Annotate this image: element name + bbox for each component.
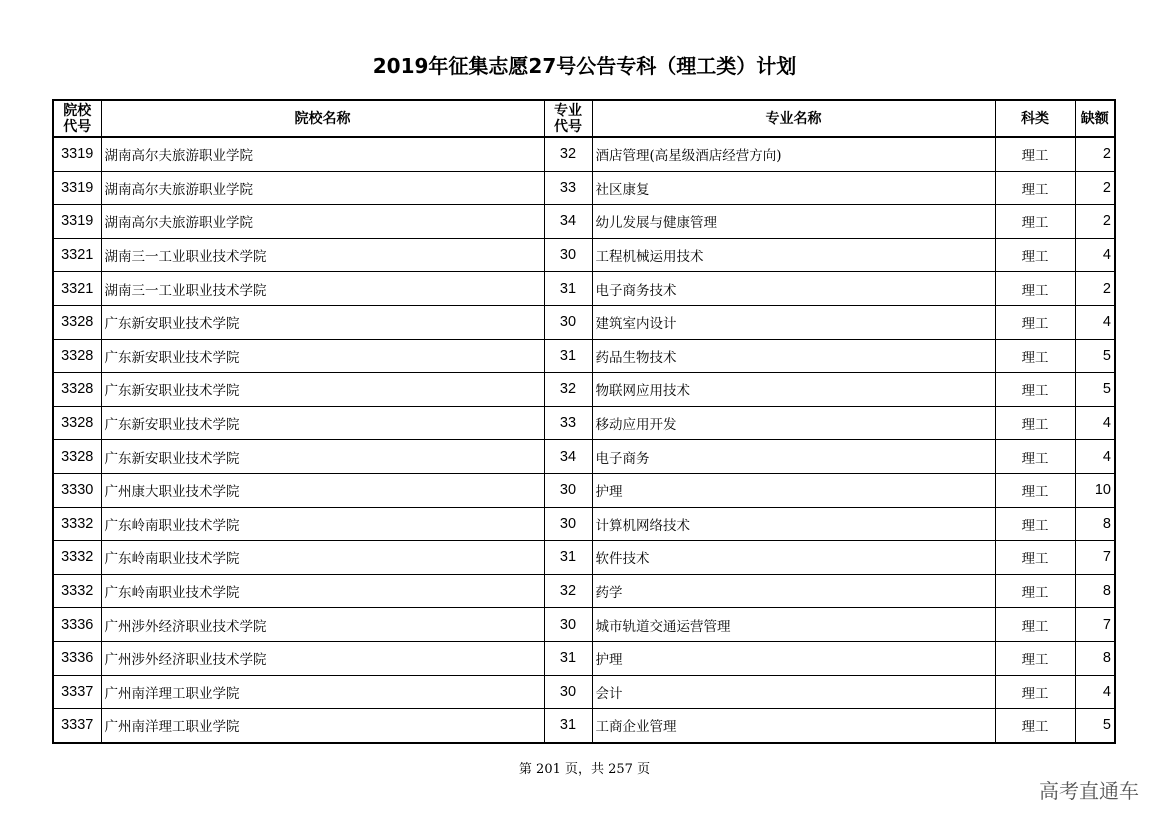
table-row [53, 305, 1115, 339]
cell-quota: 5 [1075, 709, 1115, 743]
cell-major-code: 34 [544, 440, 592, 474]
cell-school-code: 3332 [53, 541, 101, 575]
table-row [53, 339, 1115, 373]
cell-major-name: 电子商务技术 [592, 272, 995, 306]
cell-major-name: 药学 [592, 574, 995, 608]
cell-quota: 8 [1075, 574, 1115, 608]
table-row [53, 709, 1115, 743]
cell-major-name: 软件技术 [592, 541, 995, 575]
cell-major-code: 32 [544, 137, 592, 171]
cell-major-name: 移动应用开发 [592, 406, 995, 440]
cell-school-code: 3332 [53, 507, 101, 541]
cell-major-code: 33 [544, 171, 592, 205]
cell-school-name: 湖南三一工业职业技术学院 [101, 272, 544, 306]
cell-major-name: 电子商务 [592, 440, 995, 474]
cell-school-code: 3330 [53, 473, 101, 507]
cell-school-name: 湖南高尔夫旅游职业学院 [101, 171, 544, 205]
table-row [53, 373, 1115, 407]
cell-category: 理工 [995, 205, 1075, 239]
cell-category: 理工 [995, 440, 1075, 474]
cell-school-code: 3319 [53, 205, 101, 239]
cell-category: 理工 [995, 137, 1075, 171]
cell-school-name: 广州涉外经济职业技术学院 [101, 641, 544, 675]
cell-major-code: 31 [544, 272, 592, 306]
cell-major-name: 酒店管理(高星级酒店经营方向) [592, 137, 995, 171]
cell-quota: 2 [1075, 272, 1115, 306]
cell-school-code: 3336 [53, 608, 101, 642]
cell-major-name: 会计 [592, 675, 995, 709]
cell-quota: 2 [1075, 205, 1115, 239]
page-title: 2019年征集志愿27号公告专科（理工类）计划 [372, 54, 797, 78]
cell-major-code: 30 [544, 608, 592, 642]
cell-school-name: 广东新安职业技术学院 [101, 440, 544, 474]
cell-school-name: 广州涉外经济职业技术学院 [101, 608, 544, 642]
cell-category: 理工 [995, 373, 1075, 407]
cell-major-name: 药品生物技术 [592, 339, 995, 373]
cell-major-name: 计算机网络技术 [592, 507, 995, 541]
plan-table [52, 99, 1116, 744]
cell-major-code: 31 [544, 541, 592, 575]
cell-major-code: 33 [544, 406, 592, 440]
cell-category: 理工 [995, 406, 1075, 440]
cell-quota: 4 [1075, 675, 1115, 709]
cell-quota: 7 [1075, 608, 1115, 642]
cell-school-name: 广东新安职业技术学院 [101, 339, 544, 373]
cell-school-name: 广州康大职业技术学院 [101, 473, 544, 507]
cell-major-code: 30 [544, 238, 592, 272]
cell-school-code: 3319 [53, 171, 101, 205]
cell-major-name: 工程机械运用技术 [592, 238, 995, 272]
header-major-code: 专业 代号 [544, 100, 592, 137]
cell-major-name: 物联网应用技术 [592, 373, 995, 407]
cell-school-code: 3328 [53, 440, 101, 474]
cell-school-code: 3328 [53, 373, 101, 407]
cell-school-name: 广东岭南职业技术学院 [101, 574, 544, 608]
cell-school-code: 3328 [53, 406, 101, 440]
table-row [53, 272, 1115, 306]
cell-school-code: 3319 [53, 137, 101, 171]
cell-major-code: 32 [544, 373, 592, 407]
table-row [53, 238, 1115, 272]
cell-major-code: 30 [544, 675, 592, 709]
cell-major-code: 30 [544, 473, 592, 507]
cell-category: 理工 [995, 339, 1075, 373]
cell-school-code: 3321 [53, 238, 101, 272]
table-row [53, 406, 1115, 440]
table-row [53, 171, 1115, 205]
cell-category: 理工 [995, 171, 1075, 205]
cell-quota: 5 [1075, 339, 1115, 373]
cell-school-name: 广州南洋理工职业学院 [101, 675, 544, 709]
cell-major-name: 建筑室内设计 [592, 305, 995, 339]
cell-quota: 4 [1075, 238, 1115, 272]
cell-school-code: 3332 [53, 574, 101, 608]
cell-quota: 10 [1075, 473, 1115, 507]
cell-category: 理工 [995, 305, 1075, 339]
cell-quota: 4 [1075, 440, 1115, 474]
cell-category: 理工 [995, 272, 1075, 306]
cell-major-code: 31 [544, 709, 592, 743]
cell-quota: 8 [1075, 507, 1115, 541]
table-row [53, 641, 1115, 675]
cell-quota: 2 [1075, 171, 1115, 205]
watermark-logo-text: 高考直通车 [1039, 779, 1139, 803]
cell-category: 理工 [995, 574, 1075, 608]
header-school-name: 院校名称 [101, 100, 544, 137]
table-row [53, 507, 1115, 541]
cell-major-code: 34 [544, 205, 592, 239]
cell-school-name: 广州南洋理工职业学院 [101, 709, 544, 743]
cell-school-name: 湖南高尔夫旅游职业学院 [101, 205, 544, 239]
cell-school-name: 湖南三一工业职业技术学院 [101, 238, 544, 272]
cell-school-name: 广东新安职业技术学院 [101, 305, 544, 339]
table-row [53, 440, 1115, 474]
cell-school-code: 3336 [53, 641, 101, 675]
cell-quota: 8 [1075, 641, 1115, 675]
cell-quota: 4 [1075, 305, 1115, 339]
header-school-code: 院校 代号 [53, 100, 101, 137]
cell-school-code: 3328 [53, 339, 101, 373]
table-header-row [53, 100, 1115, 137]
cell-school-name: 广东新安职业技术学院 [101, 406, 544, 440]
cell-major-code: 30 [544, 507, 592, 541]
header-category: 科类 [995, 100, 1075, 137]
cell-major-name: 护理 [592, 473, 995, 507]
cell-school-code: 3337 [53, 709, 101, 743]
header-quota: 缺额 [1075, 100, 1115, 137]
table-row [53, 675, 1115, 709]
cell-major-name: 工商企业管理 [592, 709, 995, 743]
cell-category: 理工 [995, 608, 1075, 642]
cell-major-name: 幼儿发展与健康管理 [592, 205, 995, 239]
cell-category: 理工 [995, 709, 1075, 743]
cell-school-name: 广东岭南职业技术学院 [101, 507, 544, 541]
cell-category: 理工 [995, 675, 1075, 709]
cell-school-name: 湖南高尔夫旅游职业学院 [101, 137, 544, 171]
cell-major-name: 护理 [592, 641, 995, 675]
table-row [53, 574, 1115, 608]
table-row [53, 205, 1115, 239]
cell-quota: 5 [1075, 373, 1115, 407]
cell-school-name: 广东新安职业技术学院 [101, 373, 544, 407]
cell-school-code: 3321 [53, 272, 101, 306]
cell-major-name: 城市轨道交通运营管理 [592, 608, 995, 642]
cell-category: 理工 [995, 473, 1075, 507]
cell-category: 理工 [995, 507, 1075, 541]
cell-quota: 2 [1075, 137, 1115, 171]
cell-major-code: 32 [544, 574, 592, 608]
cell-category: 理工 [995, 541, 1075, 575]
table-body [53, 137, 1115, 743]
header-major-name: 专业名称 [592, 100, 995, 137]
cell-category: 理工 [995, 238, 1075, 272]
table-row [53, 541, 1115, 575]
page-number: 第 201 页，共 257 页 [518, 762, 651, 777]
table-row [53, 473, 1115, 507]
cell-school-code: 3337 [53, 675, 101, 709]
cell-category: 理工 [995, 641, 1075, 675]
cell-major-name: 社区康复 [592, 171, 995, 205]
table-row [53, 137, 1115, 171]
cell-quota: 7 [1075, 541, 1115, 575]
cell-school-name: 广东岭南职业技术学院 [101, 541, 544, 575]
cell-major-code: 31 [544, 641, 592, 675]
table-row [53, 608, 1115, 642]
cell-major-code: 30 [544, 305, 592, 339]
cell-major-code: 31 [544, 339, 592, 373]
cell-school-code: 3328 [53, 305, 101, 339]
cell-quota: 4 [1075, 406, 1115, 440]
